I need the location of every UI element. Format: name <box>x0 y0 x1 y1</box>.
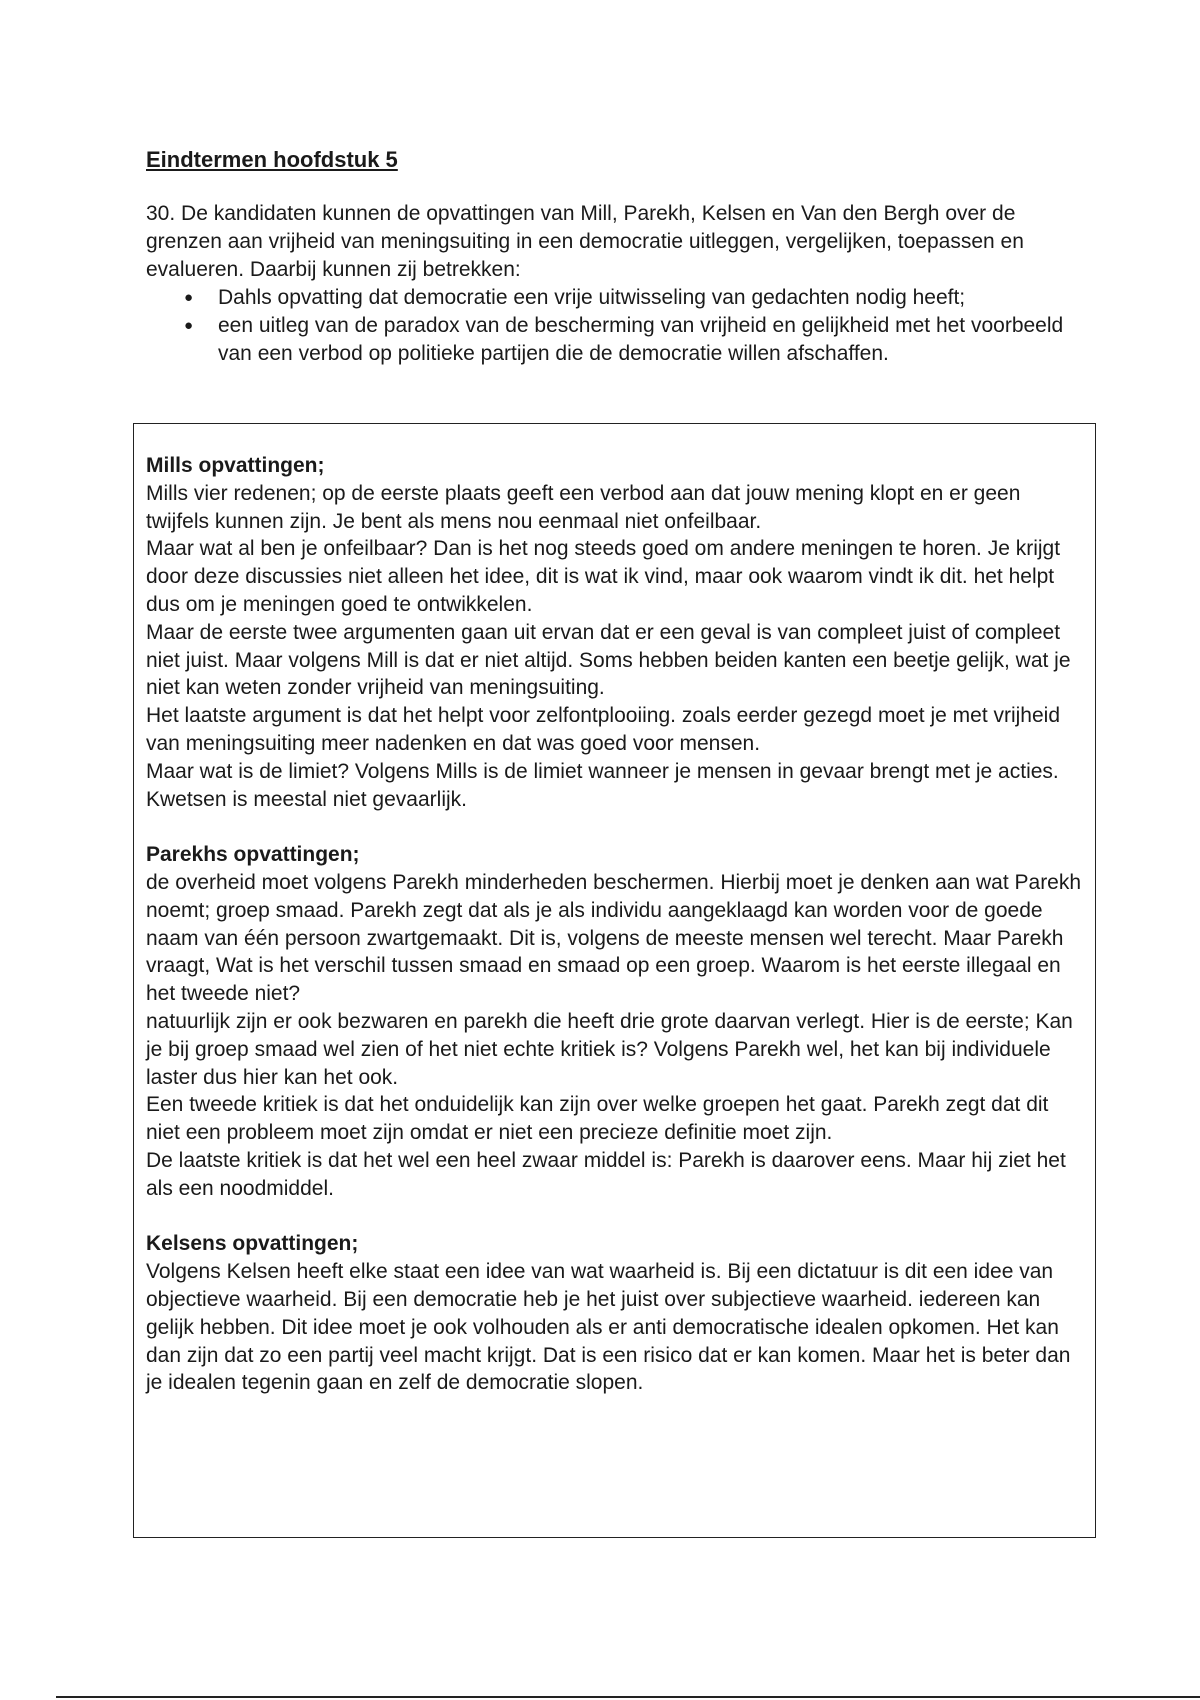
paragraph: Maar wat al ben je onfeilbaar? Dan is het nog steeds goed om andere meningen te horen. Je krijgt door deze discussies niet alleen het idee, dit is wat ik vind, maar ook waarom vindt ik dit. het helpt dus om je meningen goed te ontwikkelen. <box>146 537 1061 616</box>
section-mill <box>146 452 1086 813</box>
paragraph: Een tweede kritiek is dat het onduidelijk kan zijn over welke groepen het gaat. Parekh zegt dat dit niet een probleem moet zijn omdat er niet een precieze definitie moet zijn. <box>146 1093 1049 1145</box>
section-kelsen <box>146 1230 1086 1397</box>
section-heading-parekh: Parekhs opvattingen; <box>146 843 360 867</box>
answer-content <box>146 452 1086 1425</box>
page-title: Eindtermen hoofdstuk 5 <box>146 147 398 172</box>
paragraph: natuurlijk zijn er ook bezwaren en parekh die heeft drie grote daarvan verlegt. Hier is de eerste; Kan je bij groep smaad wel zien of het niet echte kritiek is? Volgens Parekh wel, het kan bij individuele laster dus hier kan het ook. <box>146 1009 1073 1089</box>
paragraph: Mills vier redenen; op de eerste plaats geeft een verbod aan dat jouw mening klopt en er geen twijfels kunnen zijn. Je bent als mens nou eenmaal niet onfeilbaar. <box>146 481 1021 533</box>
section-heading-kelsen: Kelsens opvattingen; <box>146 1232 359 1256</box>
answer-box <box>133 423 1096 1538</box>
paragraph: De laatste kritiek is dat het wel een heel zwaar middel is: Parekh is daarover eens. Maar hij ziet het als een noodmiddel. <box>146 1148 1066 1200</box>
paragraph: Volgens Kelsen heeft elke staat een idee van wat waarheid is. Bij een dictatuur is dit een idee van objectieve waarheid. Bij een democratie heb je het juist over subjectieve waarheid. iedereen kan gelijk hebben. Dit idee moet je ook volhouden als er anti democratische idealen opkomen. Het kan dan zijn dat zo een partij veel macht krijgt. Dat is een risico dat er kan komen. Maar het is beter dan je idealen tegenin gaan en zelf de democratie slopen. <box>146 1260 1071 1395</box>
learning-objective <box>146 200 1066 368</box>
objective-text: 30. De kandidaten kunnen de opvattingen van Mill, Parekh, Kelsen en Van den Bergh over de grenzen aan vrijheid van meningsuiting in een democratie uitleggen, vergelijken, toepassen en evalueren. Daarbij kunnen zij betrekken: <box>146 202 1024 281</box>
section-parekh <box>146 841 1086 1202</box>
objective-bullet-list <box>146 284 1066 368</box>
paragraph: Maar wat is de limiet? Volgens Mills is de limiet wanneer je mensen in gevaar brengt met je acties. Kwetsen is meestal niet gevaarlijk. <box>146 759 1059 811</box>
footer-divider <box>56 1696 1200 1698</box>
section-heading-mill: Mills opvattingen; <box>146 454 325 477</box>
paragraph: de overheid moet volgens Parekh minderheden beschermen. Hierbij moet je denken aan wat Parekh noemt; groep smaad. Parekh zegt dat als je als individu aangeklaagd kan worden voor de goede naam van één persoon zwartgemaakt. Dit is, volgens de meeste mensen wel terecht. Maar Parekh vraagt, Wat is het verschil tussen smaad en smaad op een groep. Waarom is het eerste illegaal en het tweede niet? <box>146 870 1082 1006</box>
paragraph: Maar de eerste twee argumenten gaan uit ervan dat er een geval is van compleet juist of compleet niet juist. Maar volgens Mill is dat er niet altijd. Soms hebben beiden kanten een beetje gelijk, wat je niet kan weten zonder vrijheid van meningsuiting. <box>146 620 1071 700</box>
bullet-item-dahl: ● Dahls opvatting dat democratie een vrije uitwisseling van gedachten nodig heeft; <box>218 284 1066 312</box>
paragraph: Het laatste argument is dat het helpt voor zelfontplooiing. zoals eerder gezegd moet je met vrijheid van meningsuiting meer nadenken en dat was goed voor mensen. <box>146 704 1061 755</box>
bullet-item-paradox: ● een uitleg van de paradox van de bescherming van vrijheid en gelijkheid met het voorbeeld van een verbod op politieke partijen die de democratie willen afschaffen. <box>218 312 1066 368</box>
